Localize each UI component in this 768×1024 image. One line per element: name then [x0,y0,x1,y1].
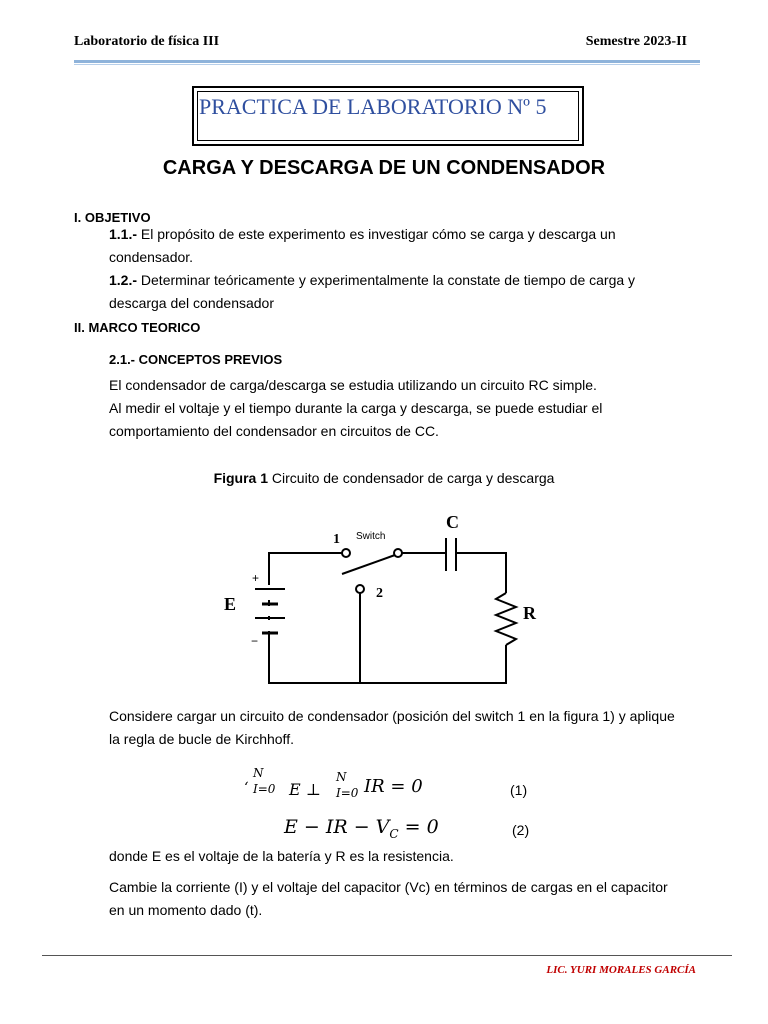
practice-title: PRACTICA DE LABORATORIO Nº 5 [199,94,547,119]
switch-blade [342,555,395,574]
kirchhoff-line-2: la regla de bucle de Kirchhoff. [109,731,294,747]
header-course: Laboratorio de física III [74,34,220,49]
switch-position-2-label: 2 [376,586,383,601]
eq1-sum2-lower: I=0 [336,786,359,800]
objective-1-number: 1.1.- [109,226,138,242]
rc-circuit-diagram [200,505,560,695]
variables-paragraph: donde E es el voltaje de la batería y R es la resistencia. [109,848,454,864]
concepts-line-2: Al medir el voltaje y el tiempo durante la carga y descarga, se puede estudiar el [109,400,603,416]
switch-label: Switch [356,531,386,542]
wire-top-right [457,553,506,593]
footer-rule [42,955,732,956]
switch-contact-1 [342,549,350,557]
resistor-label: R [523,603,536,623]
concepts-paragraph [109,374,709,443]
section-objective-heading: I. OBJETIVO [74,210,151,225]
concepts-line-1: El condensador de carga/descarga se estudia utilizando un circuito RC simple. [109,377,597,393]
title-box [192,86,584,146]
wire-top-left [269,553,342,655]
equation-2 [284,816,439,841]
eq1-rhs: IR = 0 [364,776,423,797]
equation-1-number: (1) [510,782,528,798]
battery-minus-sign: − [251,634,259,648]
charge-paragraph [109,876,719,922]
concepts-line-3: comportamiento del condensador en circuitos de CC. [109,423,439,439]
objective-1-text: El propósito de este experimento es investigar cómo se carga y descarga un [137,226,616,242]
eq1-sum2-upper: N [336,770,347,784]
battery-label: E [224,594,237,614]
equation-2-number: (2) [512,822,530,838]
charge-line-1: Cambie la corriente (I) y el voltaje del capacitor (Vc) en términos de cargas en el capacitor [109,879,668,895]
figure-caption [0,467,768,490]
objective-2-text-cont: descarga del condensador [109,295,275,311]
eq1-term1: E ⊥ [289,780,321,799]
kirchhoff-line-1: Considere cargar un circuito de condensador (posición del switch 1 en la figura 1) y aplique [109,708,675,724]
header-semester: Semestre 2023-II [585,34,687,49]
section-theory-heading: II. MARCO TEORICO [74,320,201,335]
subsection-concepts-heading: 2.1.- CONCEPTOS PREVIOS [109,352,283,367]
eq2-subscript: C [389,826,399,841]
objective-2-number: 1.2.- [109,272,138,288]
main-title: CARGA Y DESCARGA DE UN CONDENSADOR [162,157,606,179]
footer-author: LIC. YURI MORALES GARCÍA [546,964,696,976]
objective-1-text-cont: condensador. [109,249,194,265]
figure-caption-label: Figura 1 [213,470,269,486]
objective-item-2 [109,269,709,315]
kirchhoff-paragraph [109,705,719,751]
battery-plus-sign: + [252,571,260,585]
resistor-zigzag [496,593,516,645]
charge-line-2: en un momento dado (t). [109,902,263,918]
eq1-fragment: ʻ [244,780,249,796]
figure-caption-text: Circuito de condensador de carga y descarga [268,470,555,486]
header-rule-thin [74,64,700,65]
header-rule [74,60,700,63]
eq2-lhs: E − IR − V [284,816,390,838]
wire-bottom [269,645,506,683]
eq2-rhs: = 0 [398,816,439,838]
objective-item-1 [109,223,709,269]
eq1-sum1-lower: I=0 [253,782,276,796]
equation-1 [244,766,444,806]
switch-contact-2 [356,585,364,593]
eq1-sum1-upper: N [253,766,264,780]
objective-2-text: Determinar teóricamente y experimentalmente la constate de tiempo de carga y [137,272,636,288]
capacitor-label: C [446,512,459,532]
switch-position-1-label: 1 [333,532,340,547]
